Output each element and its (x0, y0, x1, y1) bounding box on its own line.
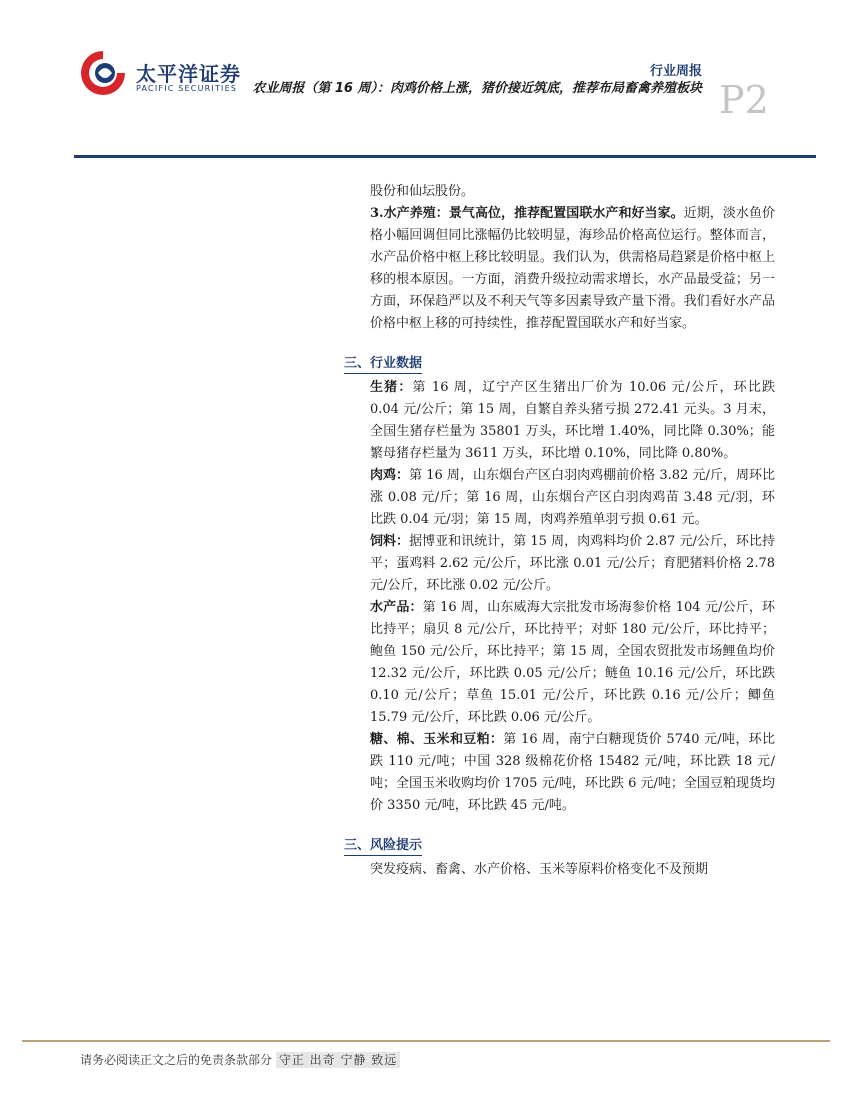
logo-chinese-name: 太平洋证券 (136, 62, 241, 86)
main-content (344, 181, 775, 881)
footer-divider (22, 1040, 830, 1042)
report-type: 行业周报 (649, 64, 702, 79)
data-item-broiler (370, 465, 775, 531)
aquaculture-paragraph (370, 203, 775, 335)
report-title: 农业周报（第 16 周）：肉鸡价格上涨，猪价接近筑底，推荐布局畜禽养殖板块 (252, 81, 702, 96)
logo-english-name: PACIFIC SECURITIES (136, 84, 238, 93)
footer (80, 1051, 400, 1068)
data-item-text: 第 16 周，辽宁产区生猪出厂价为 10.06 元/公斤，环比跌 0.04 元/公斤；第 15 周，自繁自养头猪亏损 272.41 元头。3 月末，全国生猪存栏量为 35801 万头，环比增 1.40%，同比降 0.30%；能繁母猪存栏量为 3611 万头，环比增 0.10%，同比降 0.80%。 (370, 380, 775, 461)
pacific-securities-logo-icon (78, 48, 128, 98)
aquaculture-text: 近期，淡水鱼价格小幅回调但同比涨幅仍比较明显，海珍品价格高位运行。整体而言，水产品价格中枢上移比较明显。我们认为，供需格局趋紧是价格中枢上移的根本原因。一方面，消费升级拉动需求增长，水产品最受益；另一方面，环保趋严以及不利天气等多因素导致产量下滑。我们看好水产品价格中枢上移的可持续性，推荐配置国联水产和好当家。 (370, 206, 775, 331)
footer-motto: 守正 出奇 宁静 致远 (276, 1052, 400, 1068)
aquaculture-lead: 3.水产养殖：景气高位，推荐配置国联水产和好当家。 (370, 206, 684, 221)
page-number: P2 (719, 78, 769, 122)
data-item-text: 第 16 周，山东威海大宗批发市场海参价格 104 元/公斤，环比持平；扇贝 8 元/公斤，环比持平；对虾 180 元/公斤，环比持平；鲍鱼 150 元/公斤，环比持平；第 15 周，全国农贸批发市场鲤鱼均价 12.32 元/公斤，环比跌 0.05 元/公斤；鲢鱼 10.16 元/公斤，环比跌 0.10 元/公斤；草鱼 15.01 元/公斤，环比跌 0.16 元/公斤；鲫鱼 15.79 元/公斤，环比跌 0.06 元/公斤。 (370, 600, 775, 725)
continuation-paragraph: 股份和仙坛股份。 (370, 184, 475, 199)
footer-disclaimer: 请务必阅读正文之后的免责条款部分 (80, 1053, 273, 1067)
header-divider (74, 155, 816, 158)
data-item-text: 第 16 周，山东烟台产区白羽肉鸡棚前价格 3.82 元/斤，周环比涨 0.08 元/斤；第 16 周，山东烟台产区白羽肉鸡苗 3.48 元/羽，环比跌 0.04 元/羽；第 15 周，肉鸡养殖单羽亏损 0.61 元。 (370, 468, 775, 527)
data-item-lead: 饲料： (370, 534, 410, 549)
company-logo (78, 48, 248, 98)
data-item-lead: 水产品： (370, 600, 423, 615)
data-item-lead: 糖、棉、玉米和豆粕： (370, 732, 504, 747)
data-item-feed (370, 531, 775, 597)
section-heading-industry-data: 三、行业数据 (344, 355, 422, 374)
section-heading-risk: 三、风险提示 (344, 837, 422, 856)
data-item-lead: 生猪： (370, 380, 413, 395)
data-item-text: 据博亚和讯统计，第 15 周，肉鸡料均价 2.87 元/公斤，环比持平；蛋鸡料 2.62 元/公斤，环比涨 0.01 元/公斤；育肥猪料价格 2.78 元/公斤，环比涨 0.02 元/公斤。 (370, 534, 775, 593)
data-item-aquatic (370, 597, 775, 729)
data-item-lead: 肉鸡： (370, 468, 410, 483)
data-item-hog (370, 377, 775, 465)
data-item-commodities (370, 729, 775, 817)
risk-paragraph: 突发疫病、畜禽、水产价格、玉米等原料价格变化不及预期 (370, 862, 709, 877)
data-item-text: 第 16 周，南宁白糖现货价 5740 元/吨，环比跌 110 元/吨；中国 328 级棉花价格 15482 元/吨，环比跌 18 元/吨；全国玉米收购均价 1705 元/吨，环比跌 6 元/吨；全国豆粕现货均价 3350 元/吨，环比跌 45 元/吨。 (370, 732, 775, 813)
